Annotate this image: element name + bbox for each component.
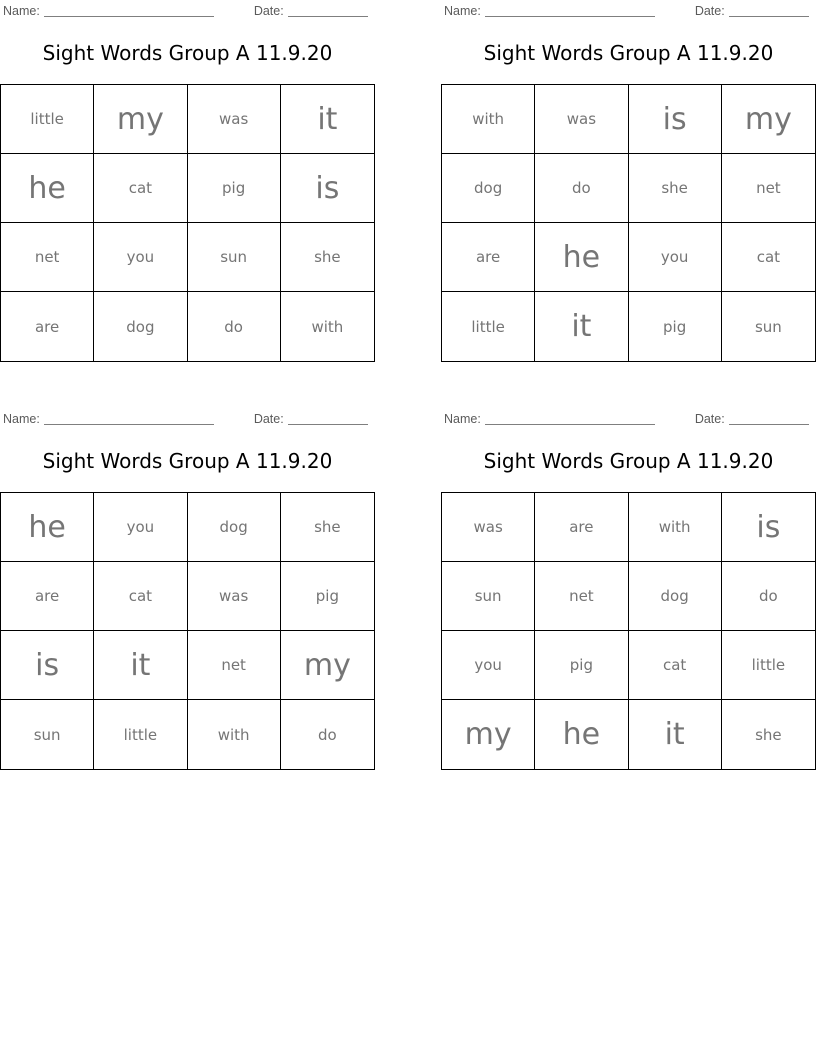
name-date-header: [444, 411, 816, 426]
word-grid: [0, 84, 375, 362]
word-cell: was: [188, 85, 281, 154]
word-cell: are: [442, 223, 535, 292]
word-cell: little: [442, 292, 535, 361]
word-cell: sun: [754, 317, 782, 336]
word-cell: my: [281, 631, 374, 700]
word-cell: little: [722, 631, 815, 700]
sight-words-card-1: [0, 0, 375, 370]
card-title: Sight Words Group A 11.9.20: [42, 449, 333, 473]
word-cell: pig: [535, 631, 628, 700]
name-date-header: [3, 411, 375, 426]
word-cell: he: [535, 700, 628, 769]
word-grid: [0, 492, 375, 770]
word-cell: dog: [188, 493, 281, 562]
word-cell: cat: [94, 562, 187, 631]
word-cell: was: [442, 493, 535, 562]
date-label: Date:: [694, 4, 725, 18]
word-cell: she: [755, 725, 782, 744]
word-cell: was: [535, 85, 628, 154]
word-cell: you: [94, 223, 187, 292]
name-blank-line: [485, 413, 655, 425]
date-blank-line: [288, 413, 368, 425]
word-cell: dog: [629, 562, 722, 631]
word-cell: you: [94, 493, 187, 562]
date-blank-line: [288, 5, 368, 17]
word-cell: it: [281, 85, 374, 154]
word-cell: do: [318, 725, 337, 744]
word-cell: pig: [188, 154, 281, 223]
word-cell: net: [722, 154, 815, 223]
sight-words-card-4: [441, 408, 816, 778]
word-cell: he: [1, 493, 94, 562]
word-cell: dog: [94, 292, 187, 361]
name-label: Name:: [3, 412, 40, 426]
sight-words-card-2: [441, 0, 816, 370]
word-cell: was: [188, 562, 281, 631]
word-cell: is: [1, 631, 94, 700]
word-cell: is: [722, 493, 815, 562]
name-blank-line: [485, 5, 655, 17]
word-cell: is: [281, 154, 374, 223]
word-cell: sun: [188, 223, 281, 292]
word-cell: is: [629, 85, 722, 154]
word-cell: net: [535, 562, 628, 631]
word-cell: she: [629, 154, 722, 223]
word-cell: do: [188, 292, 281, 361]
word-cell: he: [1, 154, 94, 223]
sight-words-card-3: [0, 408, 375, 778]
word-cell: pig: [629, 292, 722, 361]
word-cell: sun: [442, 562, 535, 631]
word-cell: do: [722, 562, 815, 631]
card-title: Sight Words Group A 11.9.20: [42, 41, 333, 65]
word-cell: sun: [1, 700, 94, 769]
word-cell: with: [188, 700, 281, 769]
word-cell: cat: [94, 154, 187, 223]
name-blank-line: [44, 5, 214, 17]
word-cell: cat: [722, 223, 815, 292]
word-cell: it: [535, 292, 628, 361]
word-cell: little: [1, 85, 94, 154]
word-cell: with: [442, 85, 535, 154]
word-cell: she: [281, 223, 374, 292]
date-blank-line: [729, 413, 809, 425]
name-date-header: [444, 3, 816, 18]
word-cell: net: [188, 631, 281, 700]
word-cell: dog: [442, 154, 535, 223]
word-cell: with: [629, 493, 722, 562]
word-cell: she: [281, 493, 374, 562]
date-label: Date:: [253, 412, 284, 426]
card-title: Sight Words Group A 11.9.20: [483, 41, 774, 65]
word-cell: cat: [629, 631, 722, 700]
word-cell: my: [442, 700, 535, 769]
name-label: Name:: [444, 412, 481, 426]
word-cell: are: [1, 562, 94, 631]
word-cell: pig: [281, 562, 374, 631]
date-label: Date:: [694, 412, 725, 426]
word-cell: my: [94, 85, 187, 154]
name-label: Name:: [444, 4, 481, 18]
word-cell: with: [311, 317, 344, 336]
word-cell: do: [535, 154, 628, 223]
name-date-header: [3, 3, 375, 18]
word-grid: [441, 492, 816, 770]
word-cell: you: [629, 223, 722, 292]
word-cell: little: [94, 700, 187, 769]
word-cell: he: [535, 223, 628, 292]
word-cell: you: [442, 631, 535, 700]
word-cell: it: [94, 631, 187, 700]
card-title: Sight Words Group A 11.9.20: [483, 449, 774, 473]
word-grid: [441, 84, 816, 362]
name-label: Name:: [3, 4, 40, 18]
word-cell: net: [1, 223, 94, 292]
word-cell: are: [535, 493, 628, 562]
word-cell: are: [1, 292, 94, 361]
name-blank-line: [44, 413, 214, 425]
word-cell: it: [629, 700, 722, 769]
date-blank-line: [729, 5, 809, 17]
date-label: Date:: [253, 4, 284, 18]
word-cell: my: [722, 85, 815, 154]
